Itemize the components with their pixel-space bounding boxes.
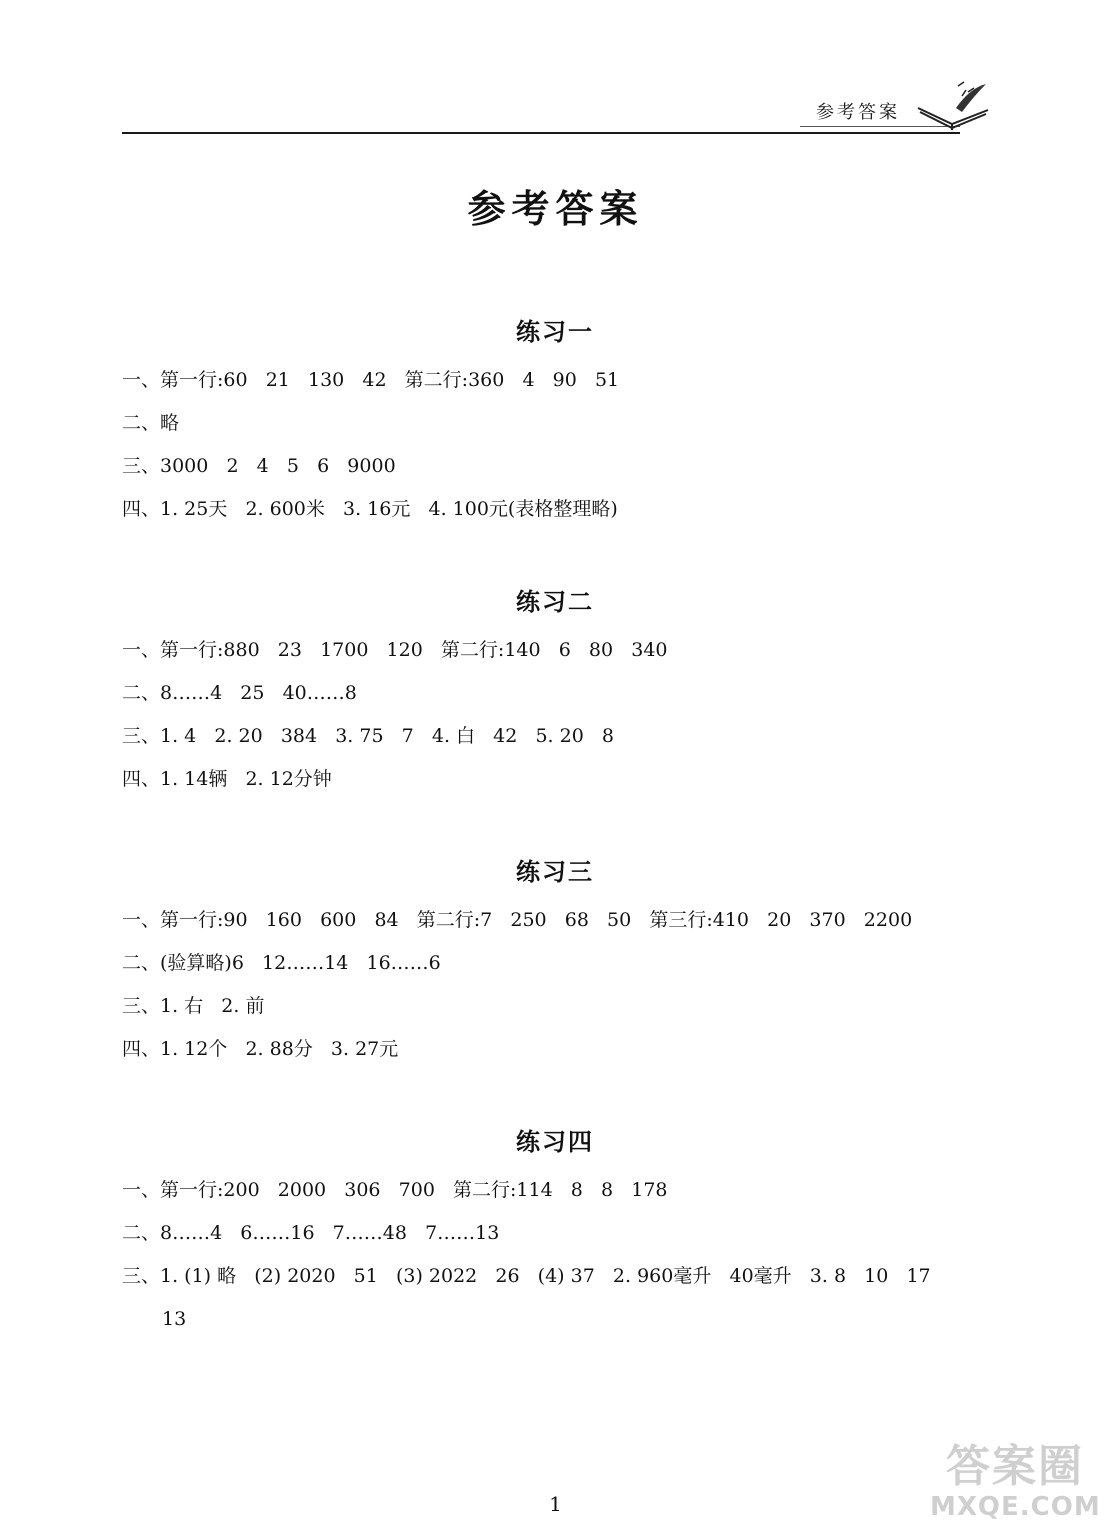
- section-exercise-2: [122, 582, 1022, 801]
- answer-line: 二、(验算略)6 12……14 16……6: [122, 952, 441, 974]
- section-title: 练习二: [516, 588, 594, 616]
- watermark-logo: [930, 1442, 1100, 1528]
- watermark-top: 答案圈: [946, 1441, 1084, 1492]
- page-title: 参考答案: [467, 187, 644, 231]
- answer-line: 三、3000 2 4 5 6 9000: [122, 455, 396, 477]
- answer-line: 二、8……4 25 40……8: [122, 682, 357, 704]
- answer-line: 一、第一行:60 21 130 42 第二行:360 4 90 51: [122, 369, 620, 391]
- answer-line: 一、第一行:880 23 1700 120 第二行:140 6 80 340: [122, 639, 668, 661]
- section-exercise-1: [122, 312, 1022, 531]
- answer-line: 二、8……4 6……16 7……48 7……13: [122, 1222, 500, 1244]
- answer-line: 三、1. (1) 略 (2) 2020 51 (3) 2022 26 (4) 37 2. 960毫升 40毫升 3. 8 10 17: [122, 1265, 931, 1287]
- answer-line: 四、1. 25天 2. 600米 3. 16元 4. 100元(表格整理略): [122, 498, 618, 520]
- header-label: 参考答案: [816, 102, 900, 123]
- answer-line-continuation: 13: [162, 1308, 187, 1330]
- answer-line: 三、1. 4 2. 20 384 3. 75 7 4. 白 42 5. 20 8: [122, 725, 615, 747]
- section-exercise-4: [122, 1122, 1022, 1341]
- book-quill-icon: [912, 78, 992, 136]
- section-exercise-3: [122, 852, 1022, 1071]
- section-title: 练习三: [516, 858, 594, 886]
- answer-line: 一、第一行:200 2000 306 700 第二行:114 8 8 178: [122, 1179, 668, 1201]
- section-title: 练习四: [516, 1128, 594, 1156]
- answer-line: 三、1. 右 2. 前: [122, 995, 265, 1017]
- answer-line: 二、略: [122, 412, 180, 434]
- watermark-bottom: MXQE.COM: [930, 1492, 1101, 1522]
- answer-line: 四、1. 14辆 2. 12分钟: [122, 768, 332, 790]
- section-title: 练习一: [516, 318, 594, 346]
- header-rule: [122, 132, 960, 134]
- page-number: 1: [549, 1492, 562, 1516]
- answer-line: 一、第一行:90 160 600 84 第二行:7 250 68 50 第三行:410 20 370 2200: [122, 909, 913, 931]
- answer-line: 四、1. 12个 2. 88分 3. 27元: [122, 1038, 399, 1060]
